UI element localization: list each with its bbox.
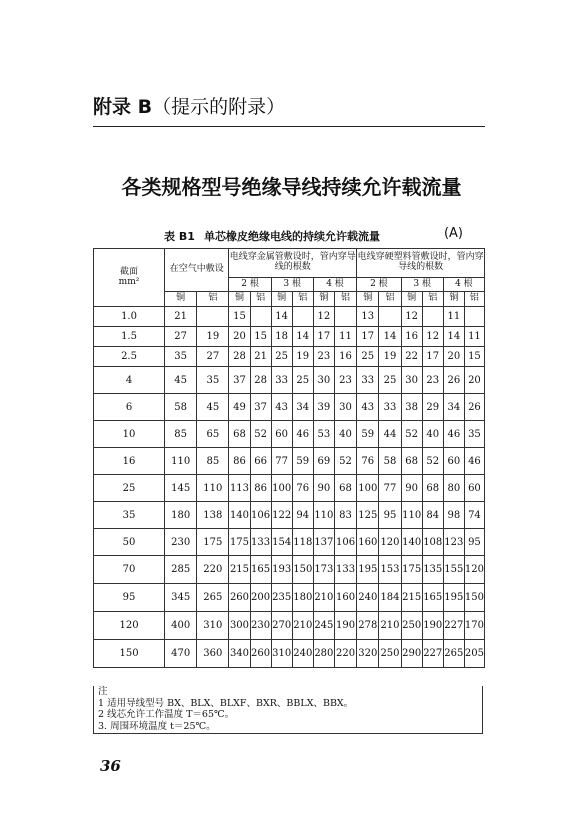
- ampacity-cell: 240: [357, 584, 379, 612]
- ampacity-cell: 23: [313, 347, 334, 367]
- ampacity-cell: 95: [379, 502, 401, 529]
- ampacity-cell: 20: [464, 367, 484, 394]
- ampacity-cell: 14: [292, 327, 313, 347]
- ampacity-cell: 320: [357, 640, 379, 668]
- ampacity-table: [93, 248, 485, 668]
- ampacity-cell: 27: [197, 347, 229, 367]
- ampacity-cell: 360: [197, 640, 229, 668]
- cross-section-cell: 16: [94, 448, 165, 475]
- ampacity-cell: 35: [197, 367, 229, 394]
- section-header: [94, 249, 165, 307]
- ampacity-cell: 100: [357, 475, 379, 502]
- ampacity-cell: 60: [443, 448, 464, 475]
- table-row: [94, 367, 485, 394]
- table-row: [94, 584, 485, 612]
- ampacity-cell: 265: [443, 640, 464, 668]
- table-row: [94, 347, 485, 367]
- ampacity-cell: 11: [334, 327, 356, 347]
- ampacity-cell: 77: [379, 475, 401, 502]
- ampacity-cell: 11: [443, 307, 464, 327]
- ampacity-cell: 80: [443, 475, 464, 502]
- ampacity-cell: 26: [443, 367, 464, 394]
- ampacity-cell: 270: [271, 612, 292, 640]
- ampacity-cell: 25: [292, 367, 313, 394]
- ampacity-cell: 100: [271, 475, 292, 502]
- ampacity-cell: 33: [379, 394, 401, 421]
- ampacity-cell: 98: [443, 502, 464, 529]
- ampacity-cell: 170: [464, 612, 484, 640]
- ampacity-cell: 155: [443, 556, 464, 584]
- table-row: [94, 612, 485, 640]
- unit-mark: (A): [443, 226, 463, 241]
- ampacity-cell: 27: [165, 327, 197, 347]
- ampacity-cell: [250, 307, 271, 327]
- ampacity-cell: 175: [229, 529, 250, 556]
- table-row: [94, 448, 485, 475]
- ampacity-cell: 106: [334, 529, 356, 556]
- ampacity-cell: 280: [313, 640, 334, 668]
- table-row: [94, 529, 485, 556]
- ampacity-cell: 30: [401, 367, 422, 394]
- ampacity-cell: 200: [250, 584, 271, 612]
- table-row: [94, 475, 485, 502]
- ampacity-cell: 66: [250, 448, 271, 475]
- ampacity-cell: 34: [443, 394, 464, 421]
- note-item: 2 线芯允许工作温度 T＝65℃。: [98, 709, 235, 720]
- ampacity-cell: 175: [197, 529, 229, 556]
- ampacity-cell: 43: [357, 394, 379, 421]
- ampacity-cell: 125: [357, 502, 379, 529]
- cross-section-cell: 4: [94, 367, 165, 394]
- ampacity-cell: 210: [292, 612, 313, 640]
- ampacity-cell: 215: [229, 556, 250, 584]
- cross-section-cell: 2.5: [94, 347, 165, 367]
- ampacity-cell: 49: [229, 394, 250, 421]
- ampacity-cell: 173: [313, 556, 334, 584]
- ampacity-cell: 245: [313, 612, 334, 640]
- ampacity-cell: 153: [379, 556, 401, 584]
- ampacity-cell: [334, 307, 356, 327]
- ampacity-cell: 133: [250, 529, 271, 556]
- material-header: 铝: [379, 292, 401, 307]
- ampacity-cell: 20: [443, 347, 464, 367]
- header-rule: [93, 126, 485, 127]
- ampacity-cell: 19: [379, 347, 401, 367]
- material-header: 铝: [250, 292, 271, 307]
- ampacity-cell: 25: [379, 367, 401, 394]
- notes-label: 注: [98, 686, 108, 697]
- ampacity-cell: 150: [464, 584, 484, 612]
- ampacity-cell: 65: [197, 421, 229, 448]
- cross-section-cell: 25: [94, 475, 165, 502]
- ampacity-cell: 60: [271, 421, 292, 448]
- ampacity-cell: 140: [401, 529, 422, 556]
- ampacity-cell: 15: [250, 327, 271, 347]
- ampacity-cell: 180: [165, 502, 197, 529]
- ampacity-cell: 150: [292, 556, 313, 584]
- ampacity-cell: 340: [229, 640, 250, 668]
- material-header: 铝: [292, 292, 313, 307]
- ampacity-cell: 60: [464, 475, 484, 502]
- ampacity-cell: 44: [379, 421, 401, 448]
- ampacity-cell: 195: [443, 584, 464, 612]
- table-row: [94, 327, 485, 347]
- ampacity-cell: 14: [379, 327, 401, 347]
- ampacity-cell: 68: [422, 475, 443, 502]
- conductor-count-header: 3 根: [401, 278, 443, 292]
- ampacity-cell: 310: [197, 612, 229, 640]
- ampacity-cell: 21: [250, 347, 271, 367]
- conductor-count-header: 2 根: [357, 278, 401, 292]
- ampacity-cell: 25: [357, 347, 379, 367]
- cross-section-cell: 6: [94, 394, 165, 421]
- ampacity-cell: [292, 307, 313, 327]
- material-header: 铜: [271, 292, 292, 307]
- ampacity-cell: 20: [229, 327, 250, 347]
- conductor-count-header: 4 根: [443, 278, 484, 292]
- ampacity-cell: 19: [197, 327, 229, 347]
- page-title: 各类规格型号绝缘导线持续允许载流量: [121, 175, 462, 199]
- ampacity-cell: 160: [357, 529, 379, 556]
- ampacity-cell: [464, 307, 484, 327]
- table-title: 单芯橡皮绝缘电线的持续允许载流量: [204, 230, 380, 243]
- ampacity-cell: 30: [313, 367, 334, 394]
- ampacity-cell: 133: [334, 556, 356, 584]
- ampacity-cell: 210: [313, 584, 334, 612]
- ampacity-cell: 16: [401, 327, 422, 347]
- ampacity-cell: 23: [334, 367, 356, 394]
- ampacity-cell: 84: [422, 502, 443, 529]
- ampacity-cell: 26: [464, 394, 484, 421]
- ampacity-cell: 227: [422, 640, 443, 668]
- ampacity-cell: 33: [271, 367, 292, 394]
- ampacity-cell: 106: [250, 502, 271, 529]
- ampacity-cell: 12: [401, 307, 422, 327]
- ampacity-cell: 86: [229, 448, 250, 475]
- ampacity-cell: 46: [443, 421, 464, 448]
- ampacity-cell: 118: [292, 529, 313, 556]
- table-row: [94, 421, 485, 448]
- ampacity-cell: 135: [422, 556, 443, 584]
- ampacity-cell: 15: [229, 307, 250, 327]
- ampacity-cell: 227: [443, 612, 464, 640]
- table-number: 表 B1: [164, 230, 195, 243]
- ampacity-cell: 290: [401, 640, 422, 668]
- table-row: [94, 394, 485, 421]
- ampacity-cell: 165: [250, 556, 271, 584]
- cross-section-cell: 1.5: [94, 327, 165, 347]
- conductor-count-header: 2 根: [229, 278, 271, 292]
- ampacity-cell: 190: [334, 612, 356, 640]
- ampacity-cell: 45: [165, 367, 197, 394]
- ampacity-cell: 300: [229, 612, 250, 640]
- ampacity-cell: 68: [401, 448, 422, 475]
- ampacity-cell: 43: [271, 394, 292, 421]
- material-header: 铝: [422, 292, 443, 307]
- conductor-count-header: 4 根: [313, 278, 356, 292]
- cross-section-cell: 120: [94, 612, 165, 640]
- cross-section-cell: 95: [94, 584, 165, 612]
- ampacity-cell: 16: [334, 347, 356, 367]
- material-header: 铝: [197, 292, 229, 307]
- notes-box: [93, 686, 483, 734]
- ampacity-cell: 110: [165, 448, 197, 475]
- ampacity-cell: 122: [271, 502, 292, 529]
- ampacity-cell: 110: [197, 475, 229, 502]
- metal-conduit-header: 电线穿金属管敷设时，管内穿导线的根数: [229, 249, 357, 278]
- appendix-heading: [93, 92, 285, 119]
- ampacity-cell: 260: [250, 640, 271, 668]
- ampacity-cell: 19: [292, 347, 313, 367]
- cross-section-cell: 50: [94, 529, 165, 556]
- ampacity-cell: 12: [313, 307, 334, 327]
- material-header: 铝: [464, 292, 484, 307]
- ampacity-cell: [422, 307, 443, 327]
- note-item: 3. 周围环境温度 t＝25℃。: [98, 720, 216, 732]
- ampacity-cell: 215: [401, 584, 422, 612]
- ampacity-cell: 86: [250, 475, 271, 502]
- ampacity-cell: 46: [292, 421, 313, 448]
- ampacity-cell: 59: [357, 421, 379, 448]
- ampacity-cell: 85: [197, 448, 229, 475]
- unit-label: mm²: [118, 276, 140, 287]
- ampacity-cell: 108: [422, 529, 443, 556]
- ampacity-cell: 230: [165, 529, 197, 556]
- ampacity-cell: 14: [271, 307, 292, 327]
- ampacity-cell: 37: [229, 367, 250, 394]
- ampacity-cell: 205: [464, 640, 484, 668]
- appendix-note: （提示的附录）: [152, 96, 286, 118]
- ampacity-cell: 83: [334, 502, 356, 529]
- ampacity-cell: 77: [271, 448, 292, 475]
- ampacity-cell: 17: [313, 327, 334, 347]
- ampacity-cell: 400: [165, 612, 197, 640]
- ampacity-cell: 123: [443, 529, 464, 556]
- material-header: 铜: [229, 292, 250, 307]
- ampacity-cell: 11: [464, 327, 484, 347]
- ampacity-cell: 29: [422, 394, 443, 421]
- ampacity-cell: 180: [292, 584, 313, 612]
- ampacity-cell: 95: [464, 529, 484, 556]
- ampacity-cell: 14: [443, 327, 464, 347]
- ampacity-cell: 52: [422, 448, 443, 475]
- section-label: 截面: [120, 266, 139, 277]
- ampacity-cell: 76: [292, 475, 313, 502]
- ampacity-cell: 165: [422, 584, 443, 612]
- ampacity-cell: 22: [401, 347, 422, 367]
- material-header: 铜: [165, 292, 197, 307]
- ampacity-cell: 53: [313, 421, 334, 448]
- ampacity-cell: 175: [401, 556, 422, 584]
- material-header: 铝: [334, 292, 356, 307]
- ampacity-cell: 210: [379, 612, 401, 640]
- ampacity-cell: 68: [334, 475, 356, 502]
- conductor-count-header: 3 根: [271, 278, 313, 292]
- ampacity-cell: 35: [165, 347, 197, 367]
- table-row: [94, 502, 485, 529]
- ampacity-cell: 40: [422, 421, 443, 448]
- material-header: 铜: [313, 292, 334, 307]
- ampacity-cell: 235: [271, 584, 292, 612]
- ampacity-cell: 110: [401, 502, 422, 529]
- ampacity-cell: 250: [379, 640, 401, 668]
- ampacity-cell: 69: [313, 448, 334, 475]
- cross-section-cell: 10: [94, 421, 165, 448]
- ampacity-cell: 25: [271, 347, 292, 367]
- ampacity-cell: 59: [292, 448, 313, 475]
- ampacity-cell: 470: [165, 640, 197, 668]
- ampacity-cell: 195: [357, 556, 379, 584]
- ampacity-cell: 52: [334, 448, 356, 475]
- cross-section-cell: 35: [94, 502, 165, 529]
- ampacity-cell: 35: [464, 421, 484, 448]
- ampacity-cell: 52: [250, 421, 271, 448]
- ampacity-cell: 28: [229, 347, 250, 367]
- ampacity-cell: 74: [464, 502, 484, 529]
- ampacity-cell: 12: [422, 327, 443, 347]
- ampacity-cell: 250: [401, 612, 422, 640]
- plastic-conduit-header: 电线穿硬塑料管敷设时，管内穿导线的根数: [357, 249, 485, 278]
- ampacity-cell: 45: [197, 394, 229, 421]
- ampacity-cell: 310: [271, 640, 292, 668]
- cross-section-cell: 1.0: [94, 307, 165, 327]
- ampacity-cell: 193: [271, 556, 292, 584]
- ampacity-cell: 230: [250, 612, 271, 640]
- ampacity-cell: 52: [401, 421, 422, 448]
- ampacity-cell: 190: [422, 612, 443, 640]
- ampacity-cell: 34: [292, 394, 313, 421]
- ampacity-cell: 345: [165, 584, 197, 612]
- ampacity-cell: 18: [271, 327, 292, 347]
- ampacity-cell: 240: [292, 640, 313, 668]
- table-row: [94, 307, 485, 327]
- ampacity-cell: 160: [334, 584, 356, 612]
- ampacity-cell: 90: [401, 475, 422, 502]
- appendix-label: 附录 B: [93, 96, 153, 118]
- ampacity-cell: 220: [197, 556, 229, 584]
- ampacity-cell: 40: [334, 421, 356, 448]
- ampacity-cell: 28: [250, 367, 271, 394]
- table-row: [94, 556, 485, 584]
- ampacity-cell: 21: [165, 307, 197, 327]
- ampacity-cell: 145: [165, 475, 197, 502]
- ampacity-cell: [379, 307, 401, 327]
- ampacity-cell: 138: [197, 502, 229, 529]
- ampacity-cell: 85: [165, 421, 197, 448]
- ampacity-cell: 94: [292, 502, 313, 529]
- ampacity-cell: 120: [464, 556, 484, 584]
- ampacity-cell: 17: [422, 347, 443, 367]
- ampacity-cell: 113: [229, 475, 250, 502]
- ampacity-cell: 15: [464, 347, 484, 367]
- ampacity-cell: 68: [229, 421, 250, 448]
- ampacity-cell: 58: [379, 448, 401, 475]
- air-header: 在空气中敷设: [165, 249, 229, 292]
- ampacity-cell: 184: [379, 584, 401, 612]
- ampacity-cell: 76: [357, 448, 379, 475]
- ampacity-cell: 33: [357, 367, 379, 394]
- material-header: 铜: [401, 292, 422, 307]
- cross-section-cell: 70: [94, 556, 165, 584]
- cross-section-cell: 150: [94, 640, 165, 668]
- ampacity-cell: 38: [401, 394, 422, 421]
- page-number: 36: [100, 757, 121, 775]
- ampacity-cell: 90: [313, 475, 334, 502]
- ampacity-cell: [197, 307, 229, 327]
- ampacity-cell: 17: [357, 327, 379, 347]
- ampacity-cell: 265: [197, 584, 229, 612]
- material-header: 铜: [443, 292, 464, 307]
- ampacity-cell: 154: [271, 529, 292, 556]
- ampacity-cell: 23: [422, 367, 443, 394]
- ampacity-cell: 30: [334, 394, 356, 421]
- ampacity-cell: 140: [229, 502, 250, 529]
- ampacity-cell: 285: [165, 556, 197, 584]
- ampacity-cell: 220: [334, 640, 356, 668]
- ampacity-cell: 110: [313, 502, 334, 529]
- note-item: 1 适用导线型号 BX、BLX、BLXF、BXR、BBLX、BBX。: [98, 697, 354, 709]
- ampacity-cell: 37: [250, 394, 271, 421]
- ampacity-cell: 278: [357, 612, 379, 640]
- ampacity-cell: 13: [357, 307, 379, 327]
- ampacity-cell: 58: [165, 394, 197, 421]
- ampacity-cell: 46: [464, 448, 484, 475]
- ampacity-cell: 260: [229, 584, 250, 612]
- material-header: 铜: [357, 292, 379, 307]
- ampacity-cell: 137: [313, 529, 334, 556]
- table-row: [94, 640, 485, 668]
- ampacity-cell: 39: [313, 394, 334, 421]
- ampacity-cell: 120: [379, 529, 401, 556]
